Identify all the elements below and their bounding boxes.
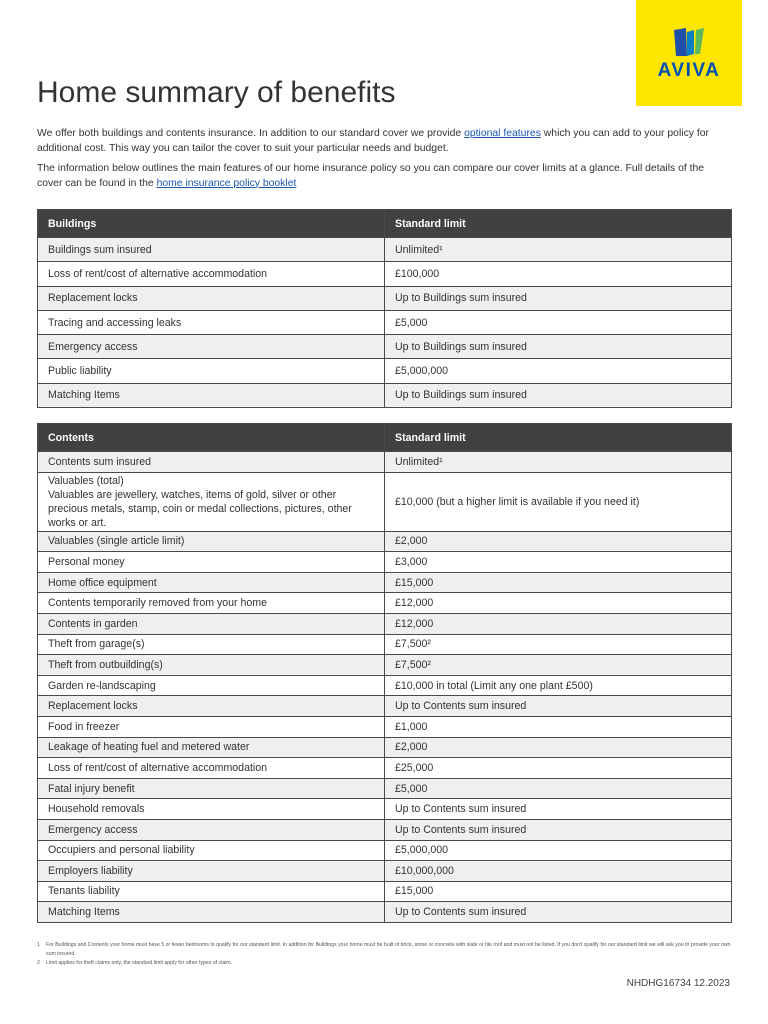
table-row xyxy=(38,262,732,286)
benefit-name: Tenants liability xyxy=(38,881,385,902)
aviva-logo xyxy=(636,0,742,106)
benefit-name: Buildings sum insured xyxy=(38,238,385,262)
table-row xyxy=(38,861,732,882)
benefit-name: Employers liability xyxy=(38,861,385,882)
contents-table xyxy=(37,423,732,923)
intro-paragraph-2 xyxy=(37,162,727,191)
benefit-name: Matching Items xyxy=(38,902,385,923)
benefit-limit: Up to Buildings sum insured xyxy=(385,335,732,359)
table-row xyxy=(38,758,732,779)
benefit-limit: Up to Contents sum insured xyxy=(385,799,732,820)
page-title: Home summary of benefits xyxy=(37,76,396,109)
benefit-limit: £10,000 in total (Limit any one plant £500) xyxy=(385,675,732,696)
benefit-limit: £7,500² xyxy=(385,655,732,676)
benefit-name: Loss of rent/cost of alternative accommodation xyxy=(38,262,385,286)
benefit-name: Occupiers and personal liability xyxy=(38,840,385,861)
table-row xyxy=(38,675,732,696)
buildings-header: Buildings xyxy=(38,210,385,238)
benefit-limit: £2,000 xyxy=(385,737,732,758)
benefit-limit: Up to Contents sum insured xyxy=(385,696,732,717)
table-header-row xyxy=(38,210,732,238)
document-reference: NHDHG16734 12.2023 xyxy=(626,978,730,989)
table-row xyxy=(38,799,732,820)
table-row xyxy=(38,310,732,334)
benefit-name: Household removals xyxy=(38,799,385,820)
benefit-limit: £10,000,000 xyxy=(385,861,732,882)
valuables-description: Valuables (total) Valuables are jewellery, watches, items of gold, silver or other precious metals, stamp, coin or medal collections, pictures, other works or art. xyxy=(48,474,352,529)
benefit-name: Fatal injury benefit xyxy=(38,778,385,799)
benefit-limit: £10,000 (but a higher limit is available if you need it) xyxy=(385,472,732,531)
table-row xyxy=(38,716,732,737)
benefit-limit: £12,000 xyxy=(385,593,732,614)
benefit-name: Matching Items xyxy=(38,383,385,407)
benefit-limit: £100,000 xyxy=(385,262,732,286)
table-row xyxy=(38,634,732,655)
buildings-table xyxy=(37,209,732,408)
footnote-2 xyxy=(37,959,731,968)
benefit-limit: Up to Buildings sum insured xyxy=(385,383,732,407)
benefit-limit: £1,000 xyxy=(385,716,732,737)
benefit-name: Loss of rent/cost of alternative accommodation xyxy=(38,758,385,779)
table-row xyxy=(38,696,732,717)
intro1-text-after: which you can add to your policy for additional cost. This way you can tailor the cover to suit your particular needs and budget. xyxy=(37,128,709,154)
table-row xyxy=(38,778,732,799)
benefit-name: Contents in garden xyxy=(38,613,385,634)
table-row xyxy=(38,572,732,593)
benefit-limit: £25,000 xyxy=(385,758,732,779)
benefit-name: Contents sum insured xyxy=(38,452,385,473)
table-row xyxy=(38,881,732,902)
benefit-limit: £15,000 xyxy=(385,572,732,593)
benefit-name: Home office equipment xyxy=(38,572,385,593)
table-row xyxy=(38,286,732,310)
optional-features-link[interactable]: optional features xyxy=(464,128,541,139)
benefit-name: Replacement locks xyxy=(38,696,385,717)
table-row xyxy=(38,819,732,840)
benefit-name: Replacement locks xyxy=(38,286,385,310)
intro1-text-before: We offer both buildings and contents insurance. In addition to our standard cover we provide xyxy=(37,128,465,139)
benefit-limit: £12,000 xyxy=(385,613,732,634)
table-row xyxy=(38,383,732,407)
benefit-limit: £15,000 xyxy=(385,881,732,902)
benefit-name: Food in freezer xyxy=(38,716,385,737)
benefit-limit: £2,000 xyxy=(385,531,732,552)
table-row xyxy=(38,359,732,383)
table-row xyxy=(38,452,732,473)
table-row xyxy=(38,335,732,359)
benefit-name xyxy=(38,472,385,531)
table-row xyxy=(38,238,732,262)
benefit-limit: £5,000 xyxy=(385,310,732,334)
policy-booklet-link[interactable]: home insurance policy booklet xyxy=(156,177,297,189)
standard-limit-header: Standard limit xyxy=(385,210,732,238)
footnote-1 xyxy=(37,941,731,959)
intro-paragraph-1 xyxy=(37,127,727,156)
aviva-mark-icon xyxy=(672,28,706,58)
table-row xyxy=(38,472,732,531)
intro-text xyxy=(37,127,727,197)
benefit-name: Leakage of heating fuel and metered water xyxy=(38,737,385,758)
benefit-name: Personal money xyxy=(38,552,385,573)
benefit-limit: £5,000 xyxy=(385,778,732,799)
table-row xyxy=(38,737,732,758)
table-row xyxy=(38,613,732,634)
benefit-limit: £7,500² xyxy=(385,634,732,655)
footnotes xyxy=(37,941,731,968)
benefit-limit: £5,000,000 xyxy=(385,840,732,861)
benefit-name: Contents temporarily removed from your home xyxy=(38,593,385,614)
table-row xyxy=(38,593,732,614)
benefit-limit: Unlimited¹ xyxy=(385,238,732,262)
table-row xyxy=(38,531,732,552)
standard-limit-header: Standard limit xyxy=(385,424,732,452)
benefit-limit: Unlimited¹ xyxy=(385,452,732,473)
benefit-name: Emergency access xyxy=(38,819,385,840)
benefit-name: Public liability xyxy=(38,359,385,383)
contents-header: Contents xyxy=(38,424,385,452)
benefit-name: Garden re-landscaping xyxy=(38,675,385,696)
benefit-limit: Up to Contents sum insured xyxy=(385,902,732,923)
table-row xyxy=(38,552,732,573)
table-row xyxy=(38,840,732,861)
table-row xyxy=(38,655,732,676)
benefit-limit: Up to Buildings sum insured xyxy=(385,286,732,310)
footnote-text: Limit applies for theft claims only, the standard limit apply for other types of claim. xyxy=(46,960,233,966)
benefit-name: Tracing and accessing leaks xyxy=(38,310,385,334)
aviva-wordmark: AVIVA xyxy=(657,60,721,81)
table-row xyxy=(38,902,732,923)
benefit-name: Valuables (single article limit) xyxy=(38,531,385,552)
intro2-text-before: The information below outlines the main features of our home insurance policy so you can compare our cover limits at a glance. Full details of the cover can be found in the xyxy=(37,163,705,189)
footnote-text: For Buildings and Contents your home must have 5 or fewer bedrooms to qualify for our standard limit. In addition for Buildings your home must be built of brick, stone or concrete with slate or tile roof and must not be listed. If you don't qualify for our standard limit we will ask you to provide your own sum insured. xyxy=(46,942,731,957)
footnote-number: 1 xyxy=(37,942,40,948)
benefit-name: Theft from outbuilding(s) xyxy=(38,655,385,676)
benefit-name: Emergency access xyxy=(38,335,385,359)
benefit-limit: Up to Contents sum insured xyxy=(385,819,732,840)
benefit-limit: £3,000 xyxy=(385,552,732,573)
benefit-name: Theft from garage(s) xyxy=(38,634,385,655)
benefit-limit: £5,000,000 xyxy=(385,359,732,383)
table-header-row xyxy=(38,424,732,452)
footnote-number: 2 xyxy=(37,960,40,966)
